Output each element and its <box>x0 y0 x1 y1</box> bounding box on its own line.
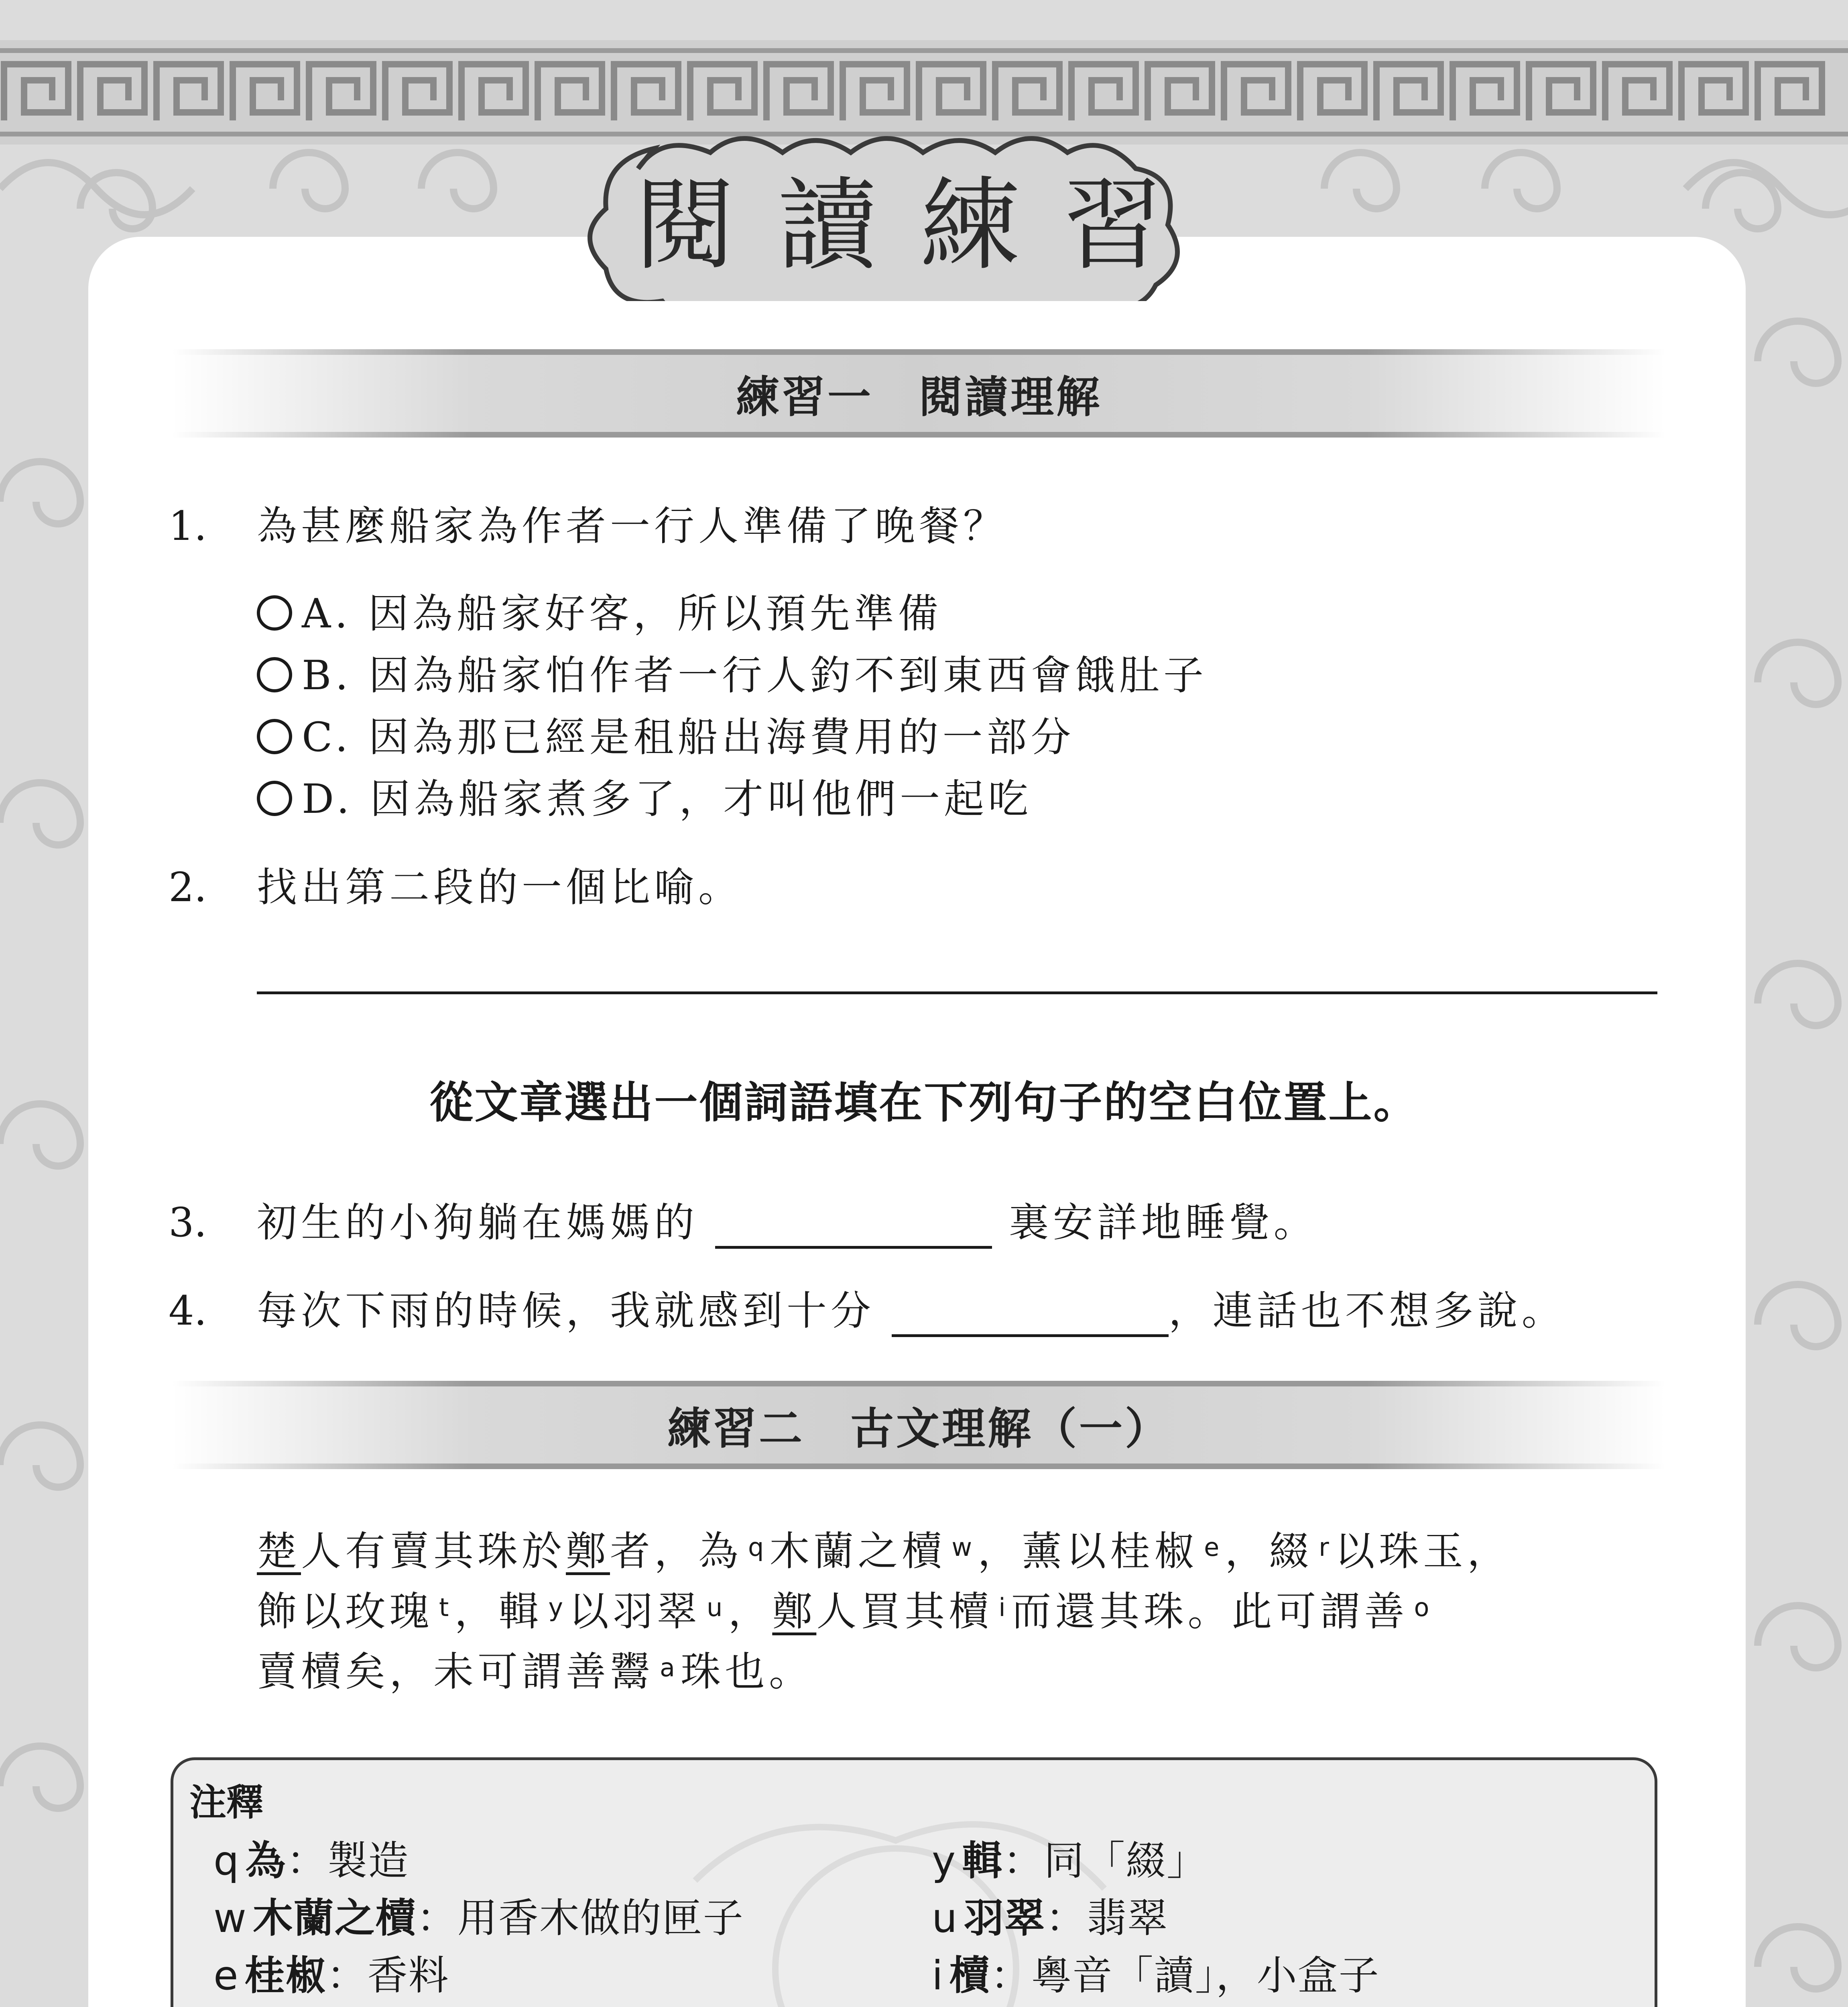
option-d[interactable] <box>257 767 1032 824</box>
proper-noun: 鄭 <box>772 1588 817 1635</box>
note-marker: o <box>1414 1593 1429 1622</box>
page-title-plate <box>578 132 1220 301</box>
title-char: 閱 <box>635 167 736 284</box>
passage-text: 以珠玉， <box>1334 1528 1511 1575</box>
meander-border-top <box>0 40 1848 145</box>
passage-text: 人買其櫝 <box>816 1588 993 1635</box>
annotation-column-left <box>213 1828 744 2007</box>
passage-text: 賣櫝矣，未可謂善鬻 <box>257 1648 654 1695</box>
fill-blank[interactable] <box>892 1287 1169 1337</box>
note-marker: w <box>951 1533 972 1562</box>
passage-text: 珠也。 <box>681 1648 813 1695</box>
fill-blank-instruction: 從文章選出一個詞語填在下列句子的空白位置上。 <box>429 1078 1419 1128</box>
question-number: 2. <box>169 864 207 911</box>
radio-circle-icon[interactable] <box>257 719 292 754</box>
annotation-item <box>932 2001 1380 2007</box>
note-marker: q <box>748 1533 764 1562</box>
proper-noun: 鄭 <box>566 1528 610 1575</box>
note-marker: e <box>1204 1533 1220 1562</box>
question-number: 1. <box>169 503 207 550</box>
annotation-item: w 木蘭之櫝：用香木做的匣子 <box>213 1895 744 1942</box>
annotation-item <box>213 2001 744 2007</box>
passage-text: 者，為 <box>610 1528 742 1575</box>
annotation-item: i 櫝：粵音「讀」，小盒子 <box>932 1952 1380 1999</box>
question-text: 找出第二段的一個比喻。 <box>257 864 742 911</box>
fill-blank[interactable] <box>715 1199 992 1249</box>
option-text: B. 因為船家怕作者一行人釣不到東西會餓肚子 <box>302 652 1208 699</box>
passage-text: ， <box>728 1588 773 1635</box>
option-text: A. 因為船家好客，所以預先準備 <box>302 590 942 637</box>
option-b[interactable] <box>257 643 1208 701</box>
classical-passage-line <box>257 1642 813 1702</box>
passage-text: ，薰以桂椒 <box>978 1528 1199 1575</box>
annotation-item: u 羽翠：翡翠 <box>932 1895 1169 1942</box>
passage-text: 木蘭之櫝 <box>769 1528 946 1575</box>
question-1 <box>169 494 1007 552</box>
note-marker: y <box>548 1593 563 1622</box>
classical-passage-line <box>257 1582 1435 1642</box>
title-char: 讀 <box>777 167 878 284</box>
passage-text: 人有賣其珠於 <box>301 1528 566 1575</box>
section-heading-bar <box>173 1381 1665 1469</box>
question-number: 4. <box>169 1287 207 1334</box>
page-title <box>578 132 1220 301</box>
annotation-box <box>171 1757 1657 2007</box>
section-heading-bar <box>173 349 1665 438</box>
classical-passage-line <box>257 1521 1511 1582</box>
note-marker: i <box>998 1593 1006 1622</box>
option-text: D. 因為船家煮多了，才叫他們一起吃 <box>302 776 1033 822</box>
title-char: 練 <box>920 167 1021 284</box>
note-marker: r <box>1319 1533 1329 1562</box>
question-3 <box>169 1190 1318 1249</box>
question-text: ，連話也不想多說。 <box>1168 1287 1566 1334</box>
note-marker: a <box>660 1653 675 1682</box>
question-number: 3. <box>169 1199 207 1246</box>
question-text: 裏安詳地睡覺。 <box>1008 1199 1318 1246</box>
option-a[interactable] <box>257 581 942 639</box>
note-marker: t <box>439 1593 449 1622</box>
passage-text: 飾以玫瑰 <box>257 1588 433 1635</box>
question-4 <box>169 1278 1566 1337</box>
title-char: 習 <box>1062 167 1163 284</box>
question-2 <box>169 855 742 913</box>
passage-text: 以羽翠 <box>569 1588 701 1635</box>
section-heading: 練習一 閱讀理解 <box>736 372 1102 423</box>
proper-noun: 楚 <box>257 1528 301 1575</box>
annotation-column-right <box>932 1828 1380 2007</box>
annotation-item: q 為：製造 <box>213 1837 409 1884</box>
option-text: C. 因為那已經是租船出海費用的一部分 <box>302 714 1075 761</box>
passage-text: ，綴 <box>1225 1528 1313 1575</box>
radio-circle-icon[interactable] <box>257 657 292 692</box>
question-text: 每次下雨的時候，我就感到十分 <box>257 1287 875 1334</box>
radio-circle-icon[interactable] <box>257 781 292 816</box>
option-c[interactable] <box>257 705 1075 763</box>
note-marker: u <box>707 1593 723 1622</box>
question-text: 為甚麼船家為作者一行人準備了晚餐？ <box>257 503 1007 550</box>
passage-text: ，輯 <box>454 1588 543 1635</box>
annotation-title: 注釋 <box>189 1781 264 1824</box>
annotation-item: y 輯：同「綴」 <box>932 1837 1208 1884</box>
radio-circle-icon[interactable] <box>257 595 292 631</box>
section-heading: 練習二 古文理解（一） <box>667 1404 1171 1454</box>
passage-text: 而還其珠。此可謂善 <box>1011 1588 1409 1635</box>
answer-line[interactable] <box>257 991 1657 994</box>
question-text: 初生的小狗躺在媽媽的 <box>257 1199 698 1246</box>
annotation-item: e 桂椒：香料 <box>213 1952 449 1999</box>
